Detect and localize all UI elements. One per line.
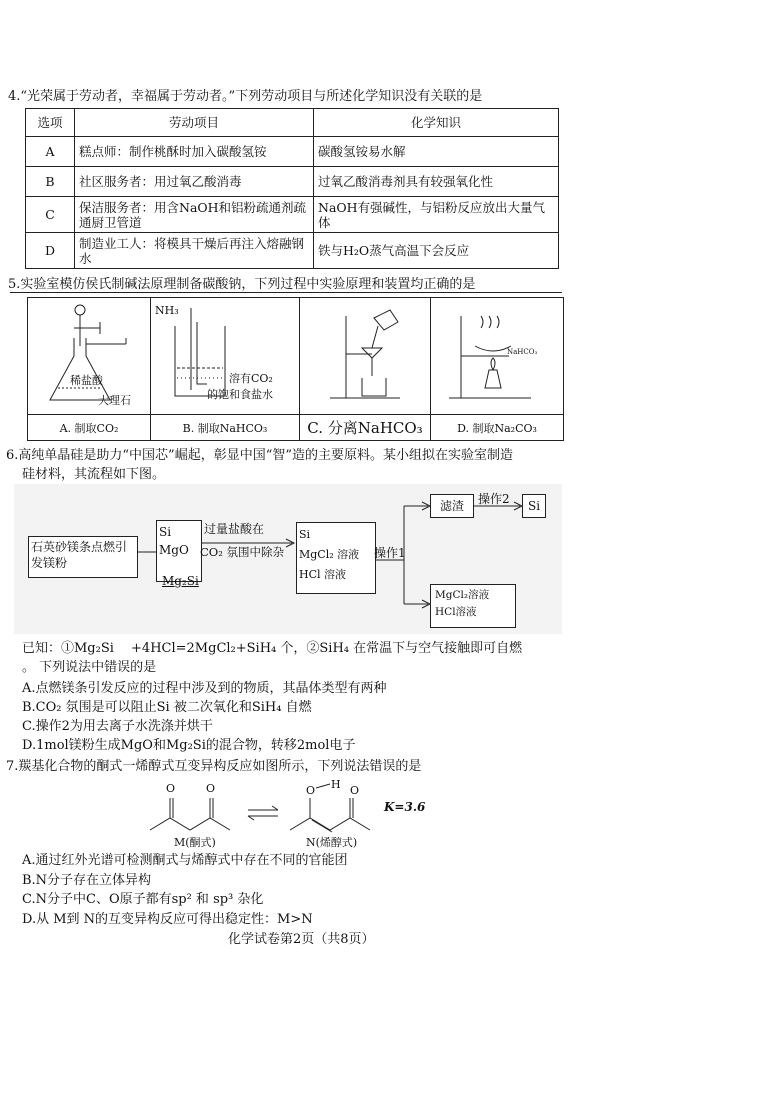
- q7-k-label: K=3.6: [384, 800, 426, 814]
- q5-stem: 5.实验室模仿侯氏制碱法原理制备碳酸钠，下列过程中实验原理和装置均正确的是: [8, 277, 476, 292]
- q6-box2-si: Si: [159, 525, 172, 539]
- q6-box-si-product: Si: [522, 494, 546, 518]
- q6-box-raw-materials: 石英砂镁条点燃引发镁粉: [28, 536, 138, 578]
- q7-m-label: M(酮式): [174, 836, 216, 849]
- q5-b-label-co2: 溶有CO₂: [229, 372, 273, 385]
- q4-header-option: 选项: [26, 109, 75, 137]
- q6-option-b: B.CO₂ 氛围是可以阻止Si 被二次氧化和SiH₄ 自燃: [22, 700, 312, 715]
- q6-box2-mg2si: Mg₂Si: [162, 574, 199, 588]
- q6-stem-line1: 6.高纯单晶硅是助力“中国芯”崛起，彰显中国“智”造的主要原料。某小组拟在实验室制造: [6, 448, 513, 463]
- q4-cell-opt: A: [26, 137, 75, 167]
- q6-known: 已知：①Mg₂Si +4HCl=2MgCl₂+SiH₄ 个，②SiH₄ 在常温下与空气接触即可自燃: [22, 641, 523, 656]
- q4-header-labor: 劳动项目: [75, 109, 314, 137]
- q5-d-label: NaHCO₃: [507, 348, 538, 356]
- q4-cell-labor: 制造业工人：将模具干燥后再注入熔融钢水: [75, 233, 314, 269]
- q6-stem-line2: 硅材料，其流程如下图。: [22, 467, 166, 482]
- q4-cell-chem: 碳酸氢铵易水解: [314, 137, 559, 167]
- q7-m-o1: O: [166, 782, 176, 795]
- q6-arrow1-top: 过量盐酸在: [204, 522, 265, 536]
- q6-box3-si: Si: [299, 528, 311, 541]
- q4-cell-opt: D: [26, 233, 75, 269]
- q4-cell-chem: NaOH有强碱性，与铝粉反应放出大量气体: [314, 197, 559, 233]
- q7-n-o2: O: [350, 784, 360, 797]
- q6-box-mixture: [296, 522, 376, 594]
- q5-a-label-acid: 稀盐酸: [70, 374, 103, 387]
- q4-cell-opt: C: [26, 197, 75, 233]
- q6-box6-hcl: HCl溶液: [435, 606, 477, 618]
- q7-m-o2: O: [206, 782, 216, 795]
- q6-known2: 。 下列说法中错误的是: [22, 660, 157, 675]
- q6-op2-label: 操作2: [478, 492, 510, 506]
- q6-option-a: A.点燃镁条引发反应的过程中涉及到的物质，其晶体类型有两种: [22, 681, 387, 696]
- q7-n-o1: O: [306, 784, 316, 797]
- q7-n-label: N(烯醇式): [306, 836, 358, 849]
- q6-box6-mgcl2: MgCl₂溶液: [435, 589, 490, 601]
- q5-b-label-brine: 的饱和食盐水: [207, 388, 273, 401]
- q4-cell-opt: B: [26, 167, 75, 197]
- q6-arrow1-bottom: CO₂ 氛围中除杂: [200, 545, 284, 559]
- page-footer: 化学试卷第2页（共8页）: [228, 932, 375, 947]
- q6-box3-hcl: HCl 溶液: [299, 568, 347, 581]
- q6-option-c: C.操作2为用去离子水洗涤并烘干: [22, 719, 213, 734]
- q7-option-b: B.N分子存在立体异构: [22, 873, 152, 888]
- q5-caption-c: C. 分离NaHCO₃: [300, 415, 431, 441]
- q6-box-residue: 滤渣: [430, 494, 474, 518]
- q6-box2-mgo: MgO: [159, 543, 189, 557]
- q4-header-chem: 化学知识: [314, 109, 559, 137]
- q4-cell-labor: 保洁服务者：用含NaOH和铝粉疏通剂疏通厨卫管道: [75, 197, 314, 233]
- q6-box3-mgcl2: MgCl₂ 溶液: [299, 548, 360, 561]
- q6-box-intermediate: [156, 520, 202, 582]
- q7-option-a: A.通过红外光谱可检测酮式与烯醇式中存在不同的官能团: [22, 853, 348, 868]
- q4-cell-chem: 铁与H₂O蒸气高温下会反应: [314, 233, 559, 269]
- q7-option-c: C.N分子中C、O原子都有sp² 和 sp³ 杂化: [22, 892, 264, 907]
- q5-caption-a: A. 制取CO₂: [28, 415, 151, 441]
- q7-n-h: H: [331, 778, 341, 791]
- q7-option-d: D.从 M到 N的互变异构反应可得出稳定性：M>N: [22, 912, 313, 927]
- q6-op1-label: 操作1: [374, 546, 406, 560]
- q5-b-label-nh3: NH₃: [155, 304, 179, 317]
- q5-caption-d: D. 制取Na₂CO₃: [431, 415, 564, 441]
- q7-stem: 7.羰基化合物的酮式一烯醇式互变异构反应如图所示，下列说法错误的是: [6, 759, 422, 774]
- q5-caption-b: B. 制取NaHCO₃: [151, 415, 300, 441]
- q4-cell-labor: 社区服务者：用过氧乙酸消毒: [75, 167, 314, 197]
- q6-box-filtrate: [430, 584, 516, 628]
- q4-cell-labor: 糕点师：制作桃酥时加入碳酸氢铵: [75, 137, 314, 167]
- q4-stem: 4.“光荣属于劳动者，幸福属于劳动者。”下列劳动项目与所述化学知识没有关联的是: [8, 89, 483, 104]
- q5-a-label-marble: 大理石: [98, 394, 131, 407]
- q6-option-d: D.1mol镁粉生成MgO和Mg₂Si的混合物，转移2mol电子: [22, 738, 356, 753]
- q4-cell-chem: 过氧乙酸消毒剂具有较强氧化性: [314, 167, 559, 197]
